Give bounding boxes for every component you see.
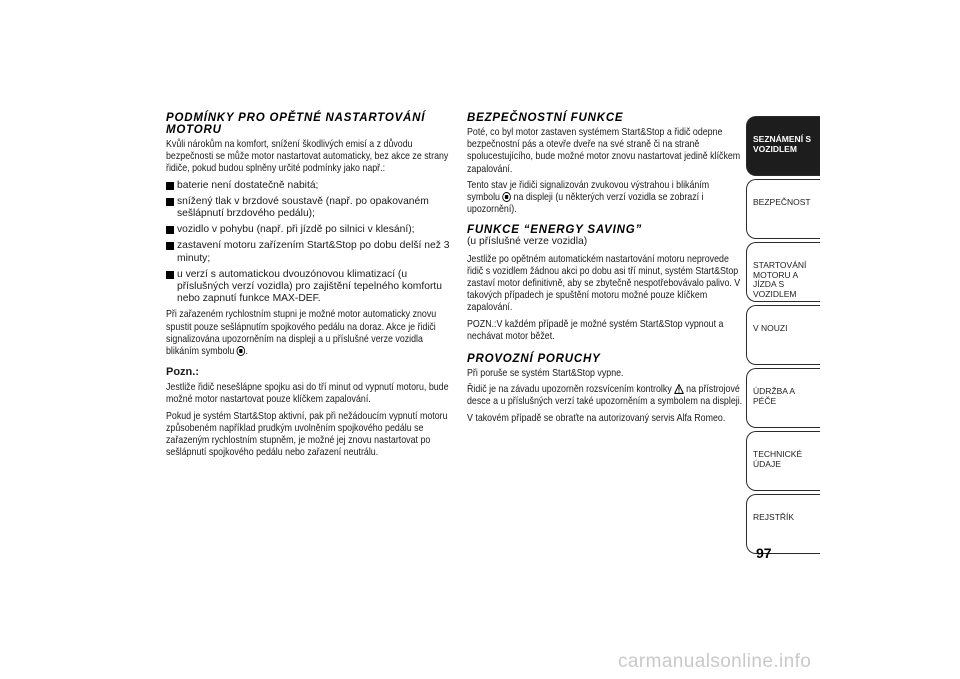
paragraph-text-end: na přístrojové desce a u příslušných verzí také upozorněním a symbolem na displeji. <box>467 384 743 408</box>
paragraph-text-end: . <box>245 346 248 358</box>
heading-restart-conditions: PODMÍNKY PRO OPĚTNÉ NASTARTOVÁNÍ MOTORU <box>166 112 426 136</box>
checkbox-bullet-icon <box>166 242 174 250</box>
paragraph-intro: Kvůli nárokům na komfort, snížení škodlivých emisí a z důvodu bezpečnosti se může motor nastartovat automaticky, bez akce ze strany řidiče, pokud budou splněny určité podmínky jako např.: <box>166 139 449 175</box>
paragraph-malfunction-1: Při poruše se systém Start&Stop vypne. <box>467 368 624 380</box>
note-label: Pozn.: <box>166 366 199 379</box>
checkbox-bullet-icon <box>166 271 174 279</box>
list-item <box>166 240 450 264</box>
heading-malfunctions: PROVOZNÍ PORUCHY <box>467 353 601 366</box>
energy-saving-subtitle: (u příslušné verze vozidla) <box>467 236 588 248</box>
start-stop-symbol-icon <box>237 346 246 356</box>
checkbox-bullet-icon <box>166 198 174 206</box>
list-item <box>166 269 450 306</box>
paragraph-malfunction-2 <box>467 384 742 408</box>
paragraph-note: POZN.:V každém případě je možné systém Start&Stop vypnout a nechávat motor běžet. <box>467 318 724 342</box>
chapter-tabs <box>746 116 820 557</box>
tab-vehicle-intro[interactable]: SEZNÁMENÍ S VOZIDLEM <box>746 116 820 176</box>
paragraph-energy-saving: Jestliže po opětném automatickém nastartování motoru neprovede řidič s vozidlem žádnou akci po dobu asi tří minut, systém Start&Stop zastaví motor definitivně, aby se zbytečně nespotřebovávalo palivo. V takových případech je spuštění motoru možné pouze klíčkem zapalování. <box>467 253 741 314</box>
warning-triangle-icon <box>674 384 683 394</box>
checkbox-bullet-icon <box>166 182 174 190</box>
list-item <box>166 224 450 236</box>
watermark: carmanualsonline.info <box>618 651 812 672</box>
paragraph-text-end: na displeji (u některých verzí vozidla se zobrazí i upozornění). <box>467 192 704 216</box>
tab-safety[interactable]: BEZPEČNOST <box>746 179 820 239</box>
tab-maintenance[interactable]: ÚDRŽBA A PÉČE <box>746 368 820 428</box>
paragraph-text: Řidič je na závadu upozorněn rozsvícením kontrolky <box>467 384 672 396</box>
note-paragraph-1: Jestliže řidič nesešlápne spojku asi do tří minut od vypnutí motoru, bude možné motor nastartovat pouze klíčkem zapalování. <box>166 382 449 406</box>
left-column <box>166 112 450 463</box>
list-item-text: vozidlo v pohybu (např. při jízdě po silnici v klesání); <box>177 224 415 236</box>
list-item-text: zastavení motoru zařízením Start&Stop po dobu delší než 3 minuty; <box>177 240 450 264</box>
paragraph-malfunction-3: V takovém případě se obraťte na autorizovaný servis Alfa Romeo. <box>467 412 726 424</box>
list-item-text: u verzí s automatickou dvouzónovou klimatizací (u příslušných verzí vozidla) pro zajištění tepelného komfortu nebo zapnutí funkce MAX-DEF. <box>177 268 442 305</box>
start-stop-symbol-icon <box>502 192 511 202</box>
paragraph-gear-restart <box>166 309 449 358</box>
paragraph-safety-2 <box>467 180 742 217</box>
tab-emergency[interactable]: V NOUZI <box>746 305 820 365</box>
tab-starting-driving[interactable]: STARTOVÁNÍ MOTORU A JÍZDA S VOZIDLEM <box>746 242 820 302</box>
heading-safety-functions: BEZPEČNOSTNÍ FUNKCE <box>467 112 624 124</box>
conditions-list <box>166 180 450 306</box>
page-number: 97 <box>756 545 772 561</box>
checkbox-bullet-icon <box>166 226 174 234</box>
list-item <box>166 196 450 220</box>
note-paragraph-2: Pokud je systém Start&Stop aktivní, pak při nežádoucím vypnutí motoru způsobeném například prudkým uvolněním spojkového pedálu se zařazeným rychlostním stupněm, je možné jej znovu nastartovat po sešlápnutí spojkového pedálu nebo zařazení neutrálu. <box>166 410 448 459</box>
right-column <box>467 112 743 429</box>
list-item <box>166 180 450 192</box>
list-item-text: snížený tlak v brzdové soustavě (např. po opakovaném sešlápnutí brzdového pedálu); <box>177 195 429 220</box>
heading-energy-saving: FUNKCE “ENERGY SAVING” <box>467 224 643 237</box>
list-item-text: baterie není dostatečně nabitá; <box>177 179 319 191</box>
paragraph-text: Při zařazeném rychlostním stupni je možné motor automaticky znovu spustit pouze sešlápnutím spojkového pedálu na doraz. Akce je řidiči signalizována upozorněním na displeji a u příslušné verze vozidla blikáním symbolu <box>166 309 437 358</box>
tab-technical-data[interactable]: TECHNICKÉ ÚDAJE <box>746 431 820 491</box>
tab-index[interactable]: REJSTŘÍK <box>746 494 820 554</box>
paragraph-text: Tento stav je řidiči signalizován zvukovou výstrahou i blikáním symbolu <box>467 179 710 204</box>
paragraph-safety-1: Poté, co byl motor zastaven systémem Start&Stop a řidič odepne bezpečnostní pás a otevře dveře na své straně či na straně spolucestujícího, bude možné motor znovu nastartovat jedině klíčkem zapalování. <box>467 127 741 175</box>
